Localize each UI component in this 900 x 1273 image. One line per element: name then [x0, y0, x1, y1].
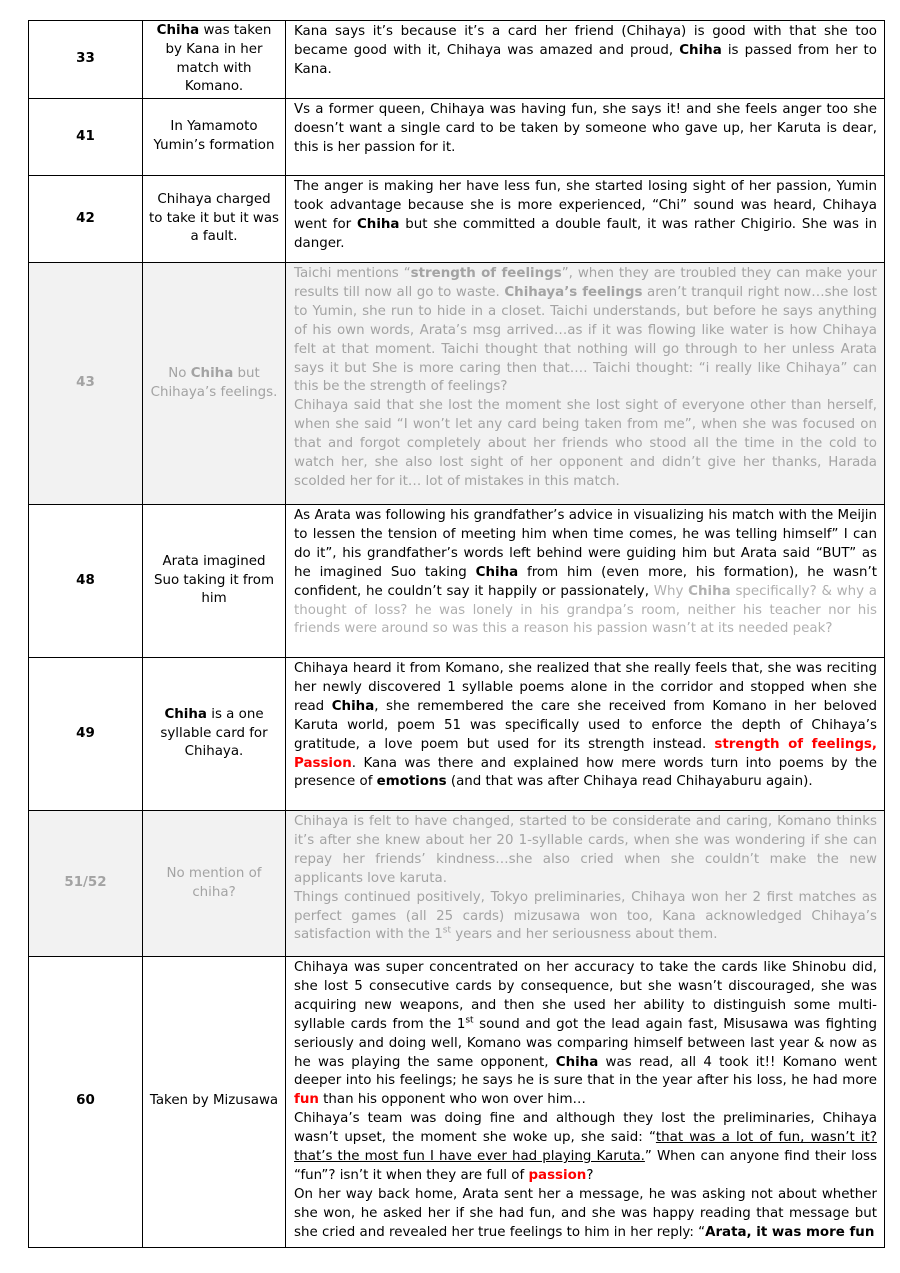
superscript: st — [465, 1015, 474, 1026]
highlighted-text: passion — [528, 1167, 587, 1183]
text-run: ” When can anyone find their loss “fun”? isn’t it when they are full of — [294, 1149, 877, 1183]
text-run: Taken by Mizusawa — [149, 1093, 279, 1109]
bold-text: Arata, it was more fun — [705, 1224, 875, 1240]
notes-cell — [286, 957, 885, 1248]
paragraph — [294, 889, 877, 946]
table-row — [29, 957, 885, 1248]
bold-text: Chiha — [190, 365, 234, 381]
text-run: aren’t tranquil right now…she lost to Yumin, she run to hide in a closet. Taichi understands, but before he says anything of his own words, Arata’s msg arrived…as if it was flowing like water is how Chihaya felt at that moment. Taichi thought that nothing will go through to her unless Arata says it but She is more caring then that…. Taichi thought: “i really like Chihaya” can this be the strength of feelings? — [294, 284, 878, 395]
text-run: Chihaya heard it from Komano, she realized that she really feels that, she was reciting her newly discovered 1 syllable poems alone in the corridor and stopped when she read — [294, 661, 877, 714]
paragraph — [149, 365, 279, 403]
episode-notes-table — [28, 20, 885, 1248]
notes-cell — [286, 21, 885, 99]
card-status-cell — [143, 176, 286, 263]
episode-number: 33 — [29, 21, 143, 99]
paragraph — [149, 118, 279, 156]
superscript: st — [442, 925, 451, 936]
bold-text: Chiha — [555, 1054, 599, 1070]
episode-number: 43 — [29, 263, 143, 505]
text-run: Chihaya charged to take it but it was a fault. — [149, 191, 280, 245]
table-row — [29, 21, 885, 99]
text-run: Why — [653, 583, 689, 599]
text-run: (and that was after Chihaya read Chihayaburu again). — [446, 774, 813, 790]
card-status-cell — [143, 505, 286, 658]
episode-number: 49 — [29, 658, 143, 811]
bold-text: Chiha — [688, 583, 731, 599]
paragraph — [294, 178, 877, 254]
card-status-cell — [143, 21, 286, 99]
paragraph — [294, 507, 877, 639]
paragraph — [149, 22, 279, 98]
bold-text: emotions — [376, 774, 447, 790]
paragraph — [149, 553, 279, 610]
text-run: years and her seriousness about them. — [450, 927, 718, 943]
text-run: is a one syllable card for Chihaya. — [160, 706, 268, 760]
text-run: On her way back home, Arata sent her a message, he was asking not about whether she won, he asked her if she had fun, and she was happy reading that message but she cried and revealed her true feelings to him in her reply: “ — [294, 1186, 877, 1240]
paragraph — [294, 101, 877, 158]
card-status-cell — [143, 658, 286, 811]
text-run: Chihaya’s team was doing fine and although they lost the preliminaries, Chihaya wasn’t upset, the moment she woke up, she said: “ — [294, 1111, 877, 1146]
highlighted-text: fun — [294, 1092, 319, 1108]
paragraph — [294, 265, 877, 397]
text-run: Taichi mentions “ — [294, 266, 411, 281]
paragraph — [294, 660, 877, 792]
text-run: As Arata was following his grandfather’s advice in visualizing his match with the Meijin to lessen the tension of meeting him when time comes, he was telling himself” I can do it”, his grandfather’s words left behind were guiding him but Arata said “BUT” as he imagined Suo taking — [294, 508, 877, 580]
bold-text: Chihaya’s feelings — [504, 284, 643, 300]
text-run: but Chihaya’s feelings. — [150, 365, 278, 400]
text-run: was read, all 4 took it!! Komano went deeper into his feelings; he says he is sure that in the year after his loss, he had more — [294, 1054, 877, 1089]
card-status-cell — [143, 263, 286, 505]
text-run: from him (even more, his formation), he wasn’t confident, he couldn’t say it happily or passionately, — [294, 564, 877, 599]
text-run: Things continued positively, Tokyo preliminaries, Chihaya won her 2 first matches as perfect games (all 25 cards) mizusawa won too, Kana acknowledged Chihaya’s satisfaction with the 1 — [294, 889, 877, 943]
table-row — [29, 658, 885, 811]
episode-number: 48 — [29, 505, 143, 658]
notes-cell — [286, 263, 885, 505]
paragraph — [149, 706, 279, 763]
episode-number: 60 — [29, 957, 143, 1248]
text-run: . Kana was there and explained how mere words turn into poems by the presence of — [294, 755, 877, 790]
card-status-cell — [143, 811, 286, 957]
text-run: In Yamamoto Yumin’s formation — [153, 119, 275, 153]
text-run: was taken by Kana in her match with Komano. — [165, 22, 272, 95]
highlighted-text: strength of feelings, Passion — [294, 736, 877, 771]
table-row — [29, 176, 885, 263]
notes-cell — [286, 505, 885, 658]
text-run: Chihaya was super concentrated on her accuracy to take the cards like Shinobu did, she lost 5 consecutive cards by consequence, but she wasn’t discouraged, she was acquiring new weapons, and then she used her ability to distinguish some multi-syllable cards from the 1 — [294, 960, 877, 1032]
bold-text: Chiha — [356, 216, 400, 232]
episode-number: 41 — [29, 99, 143, 176]
paragraph — [294, 813, 877, 889]
bold-text: Chiha — [156, 22, 200, 38]
bold-text: Chiha — [475, 564, 519, 580]
text-run: Chihaya is felt to have changed, started to be considerate and caring, Komano thinks it’s after she knew about her 20 1-syllable cards, when she was wondering if she can repay her friends’ kindness…she also cried when she couldn’t make the new applicants love karuta. — [294, 814, 877, 886]
paragraph — [294, 1186, 877, 1243]
bold-text: Chiha — [331, 698, 375, 714]
text-run: but she committed a double fault, it was rather Chigirio. She was in danger. — [294, 216, 877, 251]
text-run: The anger is making her have less fun, she started losing sight of her passion, Yumin took advantage because she is more experienced, “Chi” sound was heard, Chihaya went for — [294, 179, 877, 232]
table-row — [29, 505, 885, 658]
bold-text: Chiha — [164, 706, 207, 722]
notes-cell — [286, 811, 885, 957]
text-run: specifically? & why a thought of loss? he was lonely in his grandpa’s room, neither his teacher nor his friends were around so was this a reason his passion wasn’t at its needed peak? — [294, 583, 877, 637]
text-run: No — [168, 365, 191, 381]
text-run: Chihaya said that she lost the moment she lost sight of everyone other than herself, when she said “I won’t let any card being taken from me”, when she was focused on that and forgot completely about her friends who stood all the time in the cold to watch her, she also lost sight of her opponent and didn’t give her thanks, Harada scolded her for it… lot of mistakes in this match. — [294, 398, 877, 489]
notes-cell — [286, 658, 885, 811]
text-run: ? — [586, 1167, 594, 1183]
paragraph — [294, 959, 877, 1110]
table-body — [29, 21, 885, 1248]
episode-number: 42 — [29, 176, 143, 263]
paragraph — [149, 1092, 279, 1111]
text-run: sound and got the lead again fast, Misusawa was fighting seriously and doing well, Komano was comparing himself between last year & now as he was playing the same opponent, — [294, 1016, 877, 1070]
table-row — [29, 811, 885, 957]
table-row — [29, 99, 885, 176]
notes-cell — [286, 176, 885, 263]
paragraph — [149, 865, 279, 903]
bold-text: Chiha — [679, 42, 722, 58]
bold-text: strength of feelings — [410, 266, 562, 281]
card-status-cell — [143, 99, 286, 176]
text-run: Arata imagined Suo taking it from him — [154, 553, 274, 607]
text-run: , she remembered the care she received from Komano in her beloved Karuta world, poem 51 was specifically used to enforce the depth of Chihaya’s gratitude, a love poem but used for its strength instead. — [294, 698, 877, 752]
notes-cell — [286, 99, 885, 176]
text-run: No mention of chiha? — [166, 865, 262, 900]
text-run: ”, when they are troubled they can make your results till now all go to waste. — [294, 266, 877, 300]
paragraph — [149, 191, 279, 248]
episode-number: 51/52 — [29, 811, 143, 957]
text-run: Kana says it’s because it’s a card her friend (Chihaya) is good with that she too became good with it, Chihaya was amazed and proud, — [294, 24, 877, 58]
text-run: is passed from her to Kana. — [294, 42, 877, 77]
table-row — [29, 263, 885, 505]
paragraph — [294, 397, 877, 492]
text-run: Vs a former queen, Chihaya was having fun, she says it! and she feels anger too she doesn’t want a single card to be taken by someone who gave up, her Karuta is dear, this is her passion for it. — [294, 102, 877, 155]
paragraph — [294, 1110, 877, 1186]
card-status-cell — [143, 957, 286, 1248]
text-run: than his opponent who won over him… — [318, 1092, 586, 1108]
underlined-quote: that was a lot of fun, wasn’t it? that’s the most fun I have ever had playing Karuta. — [294, 1130, 877, 1165]
paragraph — [294, 23, 877, 80]
